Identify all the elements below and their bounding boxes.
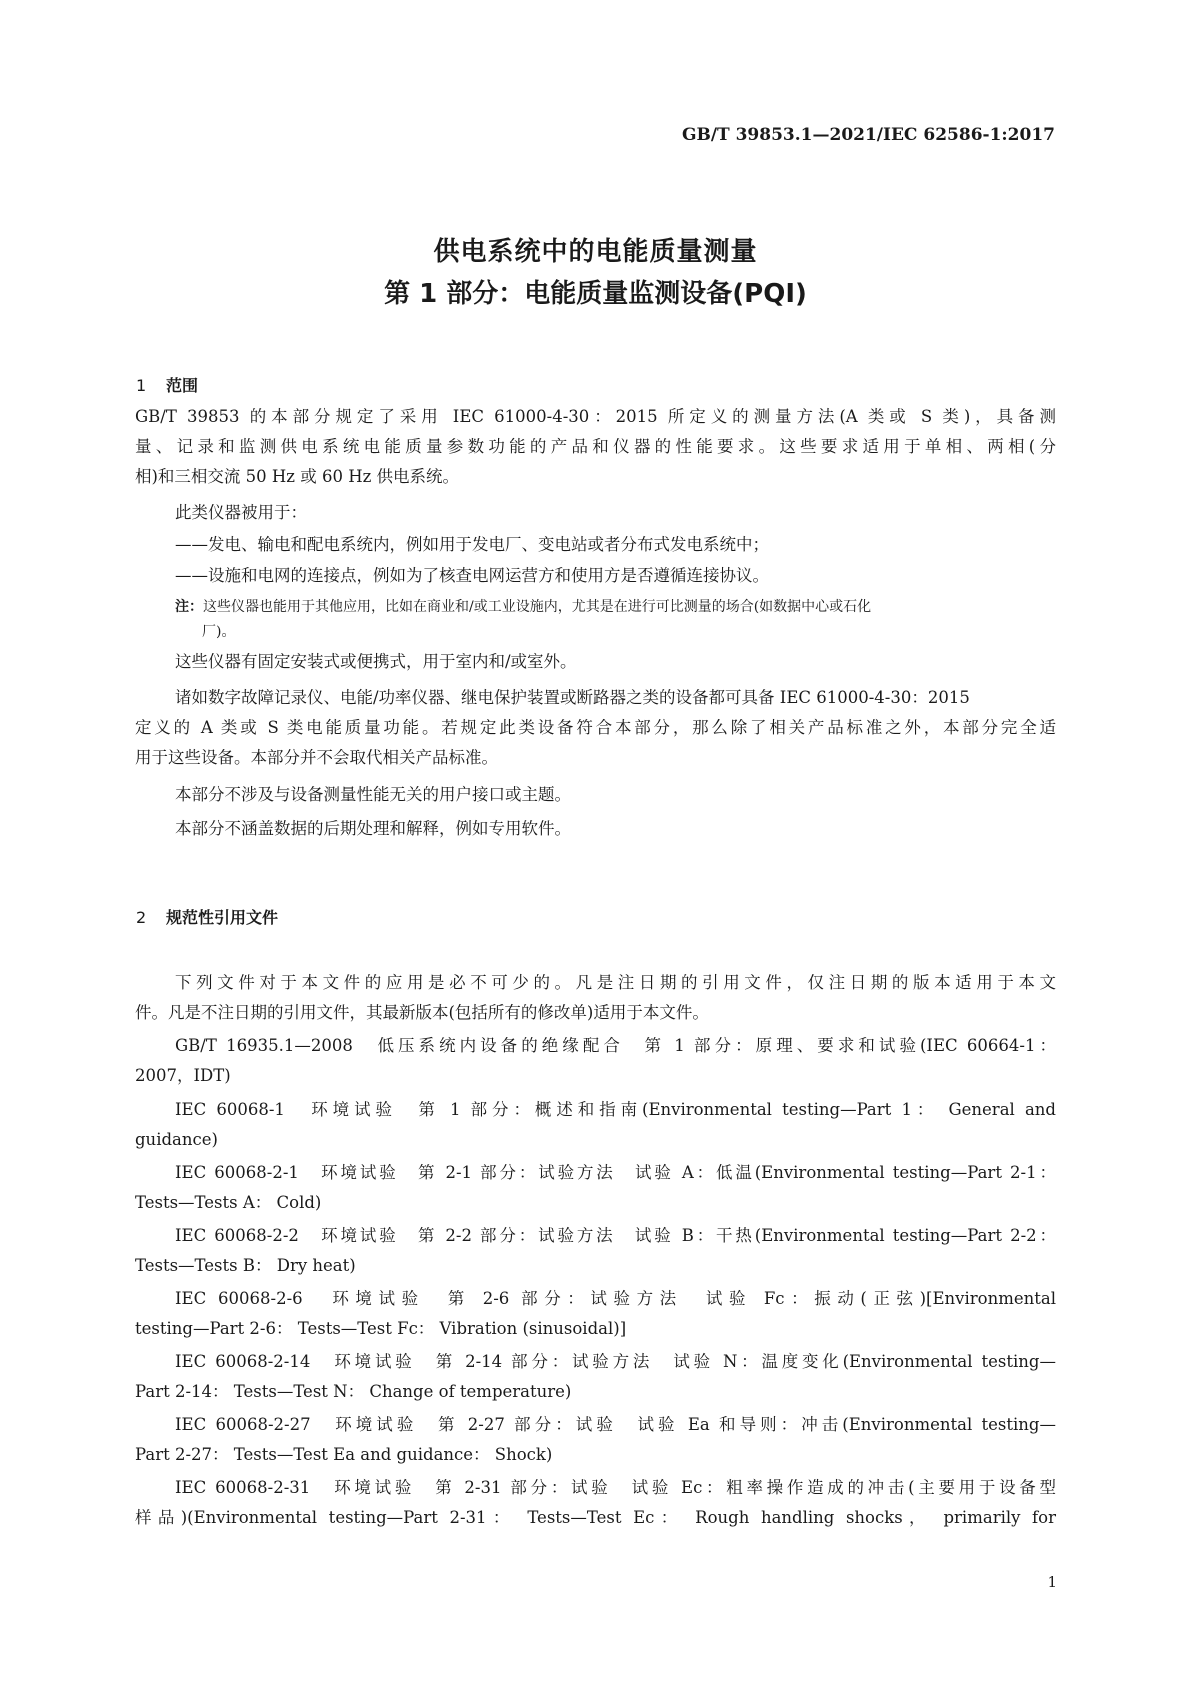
- section-title: 范围: [166, 376, 199, 395]
- reference-entry: IEC 60068-2-31 环境试验 第 2-31 部分：试验 试验 Ec：粗率操作造成的冲击(主要用于设备型: [175, 1478, 1056, 1497]
- reference-entry: IEC 60068-2-2 环境试验 第 2-2 部分：试验方法 试验 B：干热(Environmental testing—Part 2-2：: [175, 1226, 1056, 1245]
- section-number: 2: [136, 908, 147, 927]
- reference-entry: IEC 60068-2-14 环境试验 第 2-14 部分：试验方法 试验 N：温度变化(Environmental testing—: [175, 1352, 1056, 1371]
- reference-entry-continuation: Tests—Tests B： Dry heat): [135, 1256, 356, 1275]
- reference-entry: IEC 60068-2-6 环境试验 第 2-6 部分：试验方法 试验 Fc：振动(正弦)[Environmental: [175, 1289, 1056, 1308]
- paragraph-line: 下列文件对于本文件的应用是必不可少的。凡是注日期的引用文件，仅注日期的版本适用于本文: [175, 973, 1056, 992]
- paragraph-line: 这些仪器有固定安装式或便携式，用于室内和/或室外。: [175, 652, 577, 671]
- reference-entry: IEC 60068-2-27 环境试验 第 2-27 部分：试验 试验 Ea 和导则：冲击(Environmental testing—: [175, 1415, 1056, 1434]
- page-number: 1: [1047, 1573, 1057, 1591]
- paragraph-line: 用于这些设备。本部分并不会取代相关产品标准。: [135, 748, 498, 767]
- standard-number: GB/T 39853.1—2021/IEC 62586-1:2017: [681, 125, 1055, 145]
- section-1-heading: [136, 373, 198, 396]
- reference-entry-continuation: Tests—Tests A： Cold): [135, 1193, 322, 1212]
- paragraph-line: 量、记录和监测供电系统电能质量参数功能的产品和仪器的性能要求。这些要求适用于单相、两相(分: [135, 437, 1056, 456]
- reference-entry-continuation: Part 2-14： Tests—Test N： Change of temperature): [135, 1382, 572, 1401]
- section-2-heading: [136, 905, 278, 928]
- reference-entry-continuation: Part 2-27： Tests—Test Ea and guidance： Shock): [135, 1445, 553, 1464]
- paragraph-line: 相)和三相交流 50 Hz 或 60 Hz 供电系统。: [135, 467, 460, 486]
- reference-entry-continuation: guidance): [135, 1130, 218, 1149]
- document-title: 供电系统中的电能质量测量: [433, 237, 758, 267]
- reference-entry-continuation: testing—Part 2-6： Tests—Test Fc： Vibration (sinusoidal)]: [135, 1319, 627, 1338]
- list-item: ——设施和电网的连接点，例如为了核查电网运营方和使用方是否遵循连接协议。: [175, 566, 769, 585]
- note-label: 注：: [175, 599, 203, 615]
- section-title: 规范性引用文件: [166, 908, 279, 927]
- paragraph-line: 定义的 A 类或 S 类电能质量功能。若规定此类设备符合本部分，那么除了相关产品标准之外，本部分完全适: [135, 718, 1056, 737]
- list-item: ——发电、输电和配电系统内，例如用于发电厂、变电站或者分布式发电系统中；: [175, 535, 769, 554]
- paragraph-line: GB/T 39853 的本部分规定了采用 IEC 61000-4-30：2015 所定义的测量方法(A 类或 S 类)，具备测: [135, 407, 1056, 426]
- note-text: 这些仪器也能用于其他应用，比如在商业和/或工业设施内，尤其是在进行可比测量的场合(如数据中心或石化: [203, 599, 872, 615]
- note-continuation: 厂)。: [202, 624, 236, 640]
- reference-entry: GB/T 16935.1—2008 低压系统内设备的绝缘配合 第 1 部分：原理、要求和试验(IEC 60664-1：: [175, 1036, 1056, 1055]
- paragraph-line: 件。凡是不注日期的引用文件，其最新版本(包括所有的修改单)适用于本文件。: [135, 1003, 709, 1022]
- section-number: 1: [136, 376, 147, 395]
- note: [175, 598, 1056, 616]
- reference-entry: IEC 60068-2-1 环境试验 第 2-1 部分：试验方法 试验 A：低温(Environmental testing—Part 2-1：: [175, 1163, 1056, 1182]
- reference-entry-continuation: 2007，IDT): [135, 1066, 231, 1085]
- reference-entry: IEC 60068-1 环境试验 第 1 部分：概述和指南(Environmental testing—Part 1： General and: [175, 1100, 1056, 1119]
- paragraph-line: 此类仪器被用于：: [175, 503, 307, 522]
- document-subtitle: 第 1 部分：电能质量监测设备(PQI): [384, 279, 807, 309]
- paragraph-line: 本部分不涵盖数据的后期处理和解释，例如专用软件。: [175, 819, 571, 838]
- reference-entry-continuation: 样品)(Environmental testing—Part 2-31： Tests—Test Ec： Rough handling shocks， primarily for: [135, 1508, 1056, 1527]
- paragraph-line: 诸如数字故障记录仪、电能/功率仪器、继电保护装置或断路器之类的设备都可具备 IEC 61000-4-30：2015: [175, 688, 970, 707]
- paragraph-line: 本部分不涉及与设备测量性能无关的用户接口或主题。: [175, 785, 571, 804]
